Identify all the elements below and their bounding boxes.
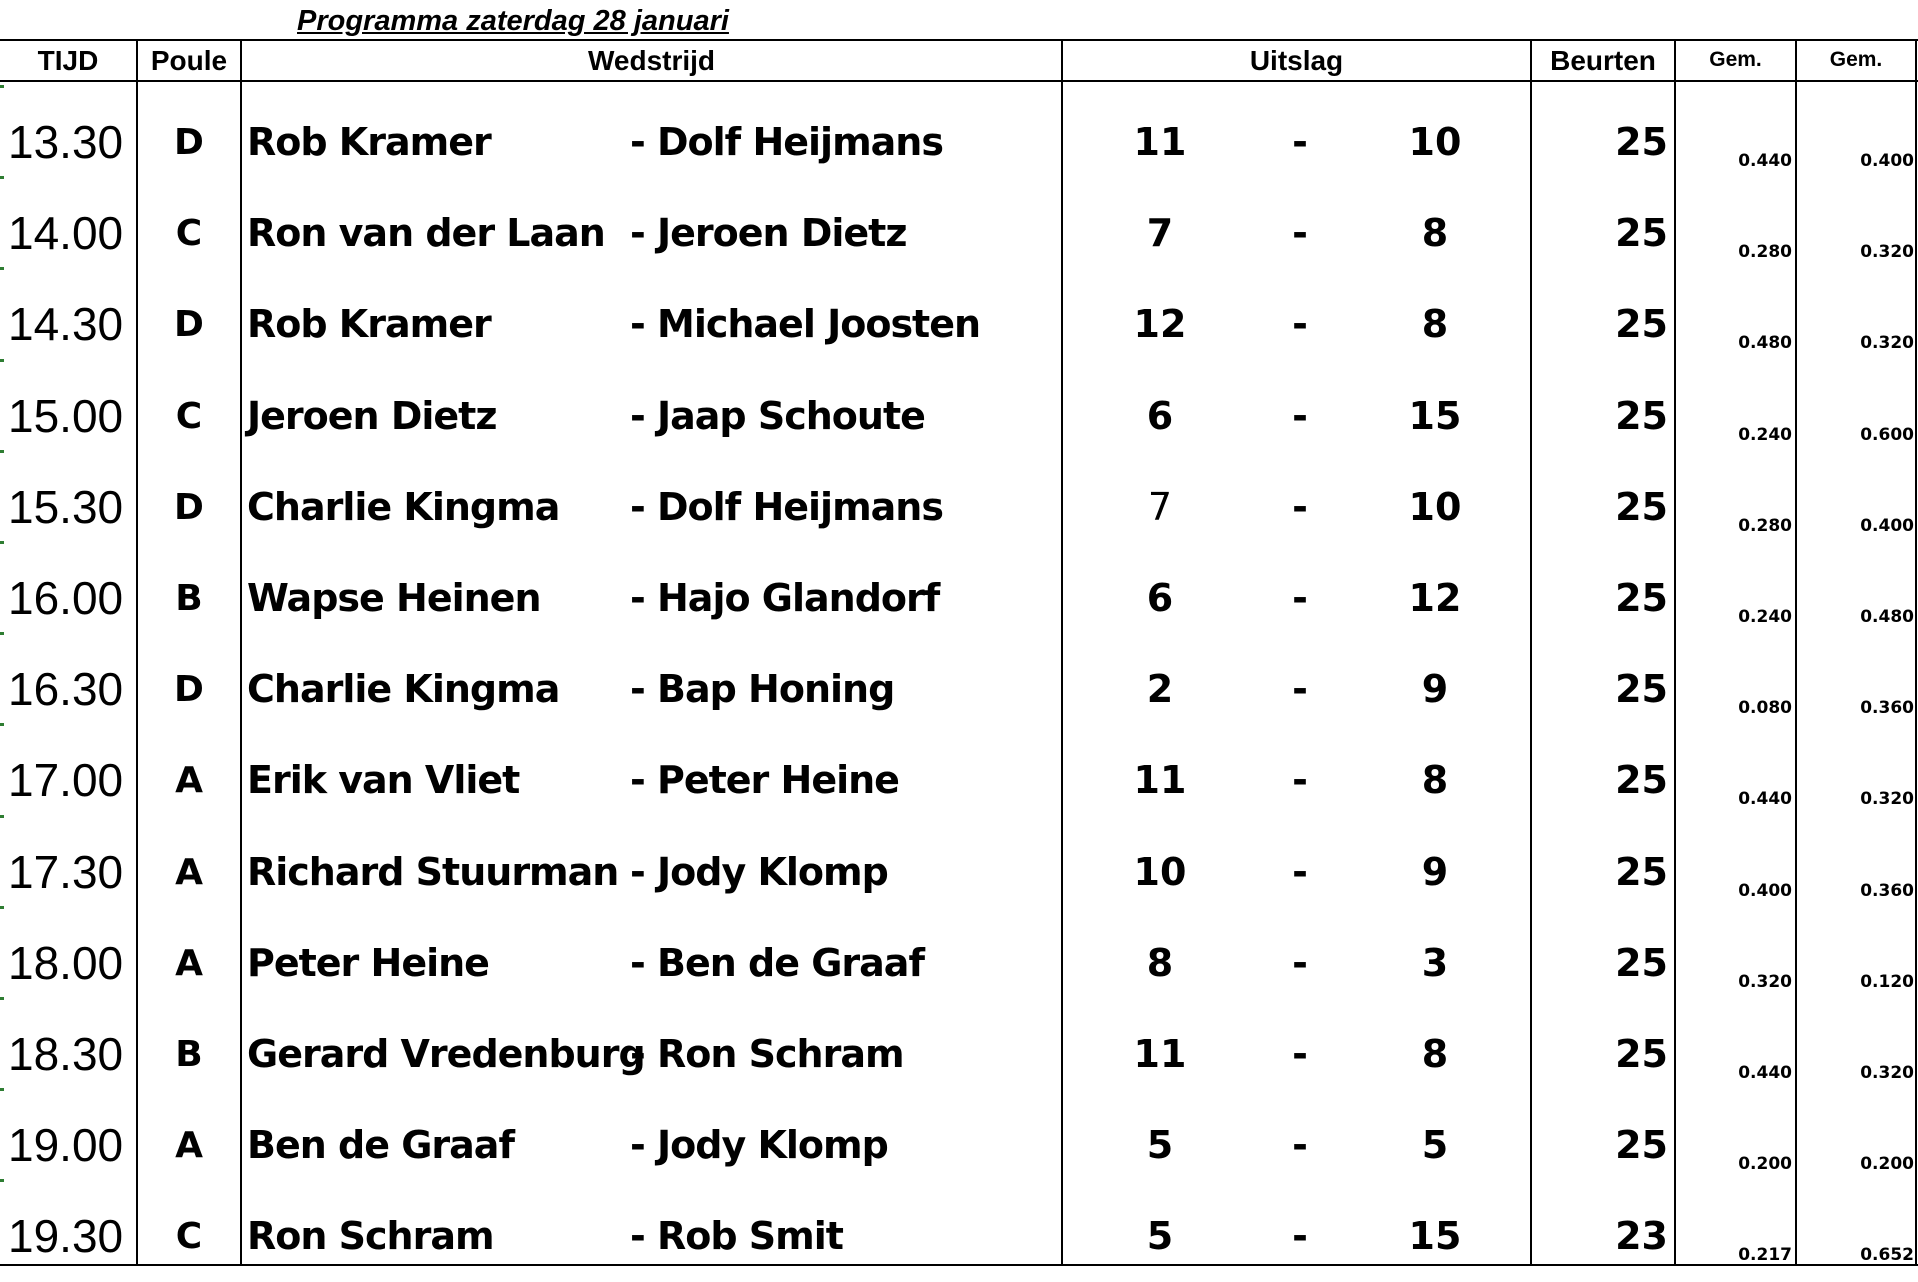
away-score: 5 bbox=[1421, 1123, 1449, 1167]
cell-comment-marker bbox=[0, 359, 4, 362]
score-separator: - bbox=[1292, 941, 1308, 985]
header-gem-2: Gem. bbox=[1829, 48, 1883, 71]
beurten-value: 25 bbox=[1615, 1032, 1668, 1076]
poule-code: A bbox=[175, 943, 203, 984]
home-player: Gerard Vredenburg bbox=[247, 1032, 645, 1076]
home-player: Wapse Heinen bbox=[247, 576, 541, 620]
match-time: 19.30 bbox=[8, 1210, 124, 1262]
away-score: 10 bbox=[1408, 485, 1462, 529]
home-player: Ron van der Laan bbox=[247, 211, 605, 255]
gem-home-value: 0.400 bbox=[1738, 881, 1792, 901]
score-separator: - bbox=[1292, 302, 1308, 346]
away-player: - Ron Schram bbox=[630, 1032, 904, 1076]
beurten-value: 25 bbox=[1615, 485, 1668, 529]
poule-code: C bbox=[175, 396, 203, 437]
cell-comment-marker bbox=[0, 541, 4, 544]
score-separator: - bbox=[1292, 576, 1308, 620]
match-time: 17.30 bbox=[8, 846, 124, 898]
gem-home-value: 0.280 bbox=[1738, 242, 1792, 262]
away-score: 8 bbox=[1421, 1032, 1449, 1076]
beurten-value: 25 bbox=[1615, 850, 1668, 894]
away-player: - Jeroen Dietz bbox=[630, 211, 907, 255]
score-separator: - bbox=[1292, 211, 1308, 255]
gem-away-value: 0.600 bbox=[1860, 425, 1914, 445]
home-score: 6 bbox=[1146, 576, 1174, 620]
away-player: - Jaap Schoute bbox=[630, 394, 925, 438]
cell-comment-marker bbox=[0, 723, 4, 726]
poule-code: A bbox=[175, 852, 203, 893]
away-player: - Dolf Heijmans bbox=[630, 485, 943, 529]
beurten-value: 25 bbox=[1615, 302, 1668, 346]
beurten-value: 25 bbox=[1615, 211, 1668, 255]
away-score: 3 bbox=[1421, 941, 1449, 985]
away-score: 10 bbox=[1408, 120, 1462, 164]
gem-home-value: 0.280 bbox=[1738, 516, 1792, 536]
home-player: Rob Kramer bbox=[247, 302, 491, 346]
home-score: 11 bbox=[1133, 120, 1187, 164]
table-row bbox=[0, 371, 1918, 462]
away-player: - Peter Heine bbox=[630, 758, 899, 802]
gem-home-value: 0.480 bbox=[1738, 333, 1792, 353]
header-wedstrijd: Wedstrijd bbox=[587, 45, 716, 76]
beurten-value: 25 bbox=[1615, 394, 1668, 438]
home-score: 2 bbox=[1146, 667, 1174, 711]
gem-away-value: 0.200 bbox=[1860, 1154, 1914, 1174]
cell-comment-marker bbox=[0, 906, 4, 909]
home-score: 11 bbox=[1133, 1032, 1187, 1076]
home-player: Richard Stuurman bbox=[247, 850, 619, 894]
gem-away-value: 0.360 bbox=[1860, 881, 1914, 901]
score-separator: - bbox=[1292, 758, 1308, 802]
poule-code: A bbox=[175, 1125, 203, 1166]
beurten-value: 25 bbox=[1615, 1123, 1668, 1167]
poule-code: C bbox=[175, 213, 203, 254]
gem-home-value: 0.240 bbox=[1738, 425, 1792, 445]
poule-code: D bbox=[174, 487, 204, 528]
gem-away-value: 0.320 bbox=[1860, 242, 1914, 262]
table-row bbox=[0, 188, 1918, 279]
cell-comment-marker bbox=[0, 1179, 4, 1182]
away-player: - Bap Honing bbox=[630, 667, 895, 711]
table-row bbox=[0, 735, 1918, 826]
gem-home-value: 0.320 bbox=[1738, 972, 1792, 992]
beurten-value: 25 bbox=[1615, 941, 1668, 985]
match-time: 19.00 bbox=[8, 1119, 124, 1171]
poule-code: A bbox=[175, 760, 203, 801]
home-score: 10 bbox=[1133, 850, 1187, 894]
away-score: 15 bbox=[1408, 1214, 1462, 1258]
beurten-value: 25 bbox=[1615, 758, 1668, 802]
match-time: 16.00 bbox=[8, 572, 124, 624]
match-time: 13.30 bbox=[8, 116, 124, 168]
away-player: - Dolf Heijmans bbox=[630, 120, 943, 164]
away-player: - Rob Smit bbox=[630, 1214, 843, 1258]
table-row bbox=[0, 462, 1918, 553]
gem-home-value: 0.200 bbox=[1738, 1154, 1792, 1174]
away-player: - Hajo Glandorf bbox=[630, 576, 940, 620]
header-poule: Poule bbox=[150, 45, 228, 76]
table-row bbox=[0, 918, 1918, 1009]
table-row bbox=[0, 644, 1918, 735]
score-separator: - bbox=[1292, 667, 1308, 711]
cell-comment-marker bbox=[0, 997, 4, 1000]
header-uitslag: Uitslag bbox=[1249, 45, 1344, 76]
poule-code: B bbox=[175, 578, 203, 619]
table-row bbox=[0, 279, 1918, 370]
home-player: Erik van Vliet bbox=[247, 758, 520, 802]
cell-comment-marker bbox=[0, 815, 4, 818]
gem-away-value: 0.400 bbox=[1860, 151, 1914, 171]
gem-home-value: 0.440 bbox=[1738, 151, 1792, 171]
gem-away-value: 0.652 bbox=[1860, 1245, 1914, 1265]
score-separator: - bbox=[1292, 1214, 1308, 1258]
gem-away-value: 0.320 bbox=[1860, 333, 1914, 353]
table-row bbox=[0, 827, 1918, 918]
away-score: 8 bbox=[1421, 211, 1449, 255]
beurten-value: 25 bbox=[1615, 120, 1668, 164]
home-score: 12 bbox=[1133, 302, 1187, 346]
table-row bbox=[0, 1191, 1918, 1282]
home-score: 7 bbox=[1147, 485, 1173, 529]
table-row bbox=[0, 1009, 1918, 1100]
home-player: Peter Heine bbox=[247, 941, 489, 985]
home-player: Ben de Graaf bbox=[247, 1123, 514, 1167]
match-time: 18.30 bbox=[8, 1028, 124, 1080]
away-score: 15 bbox=[1408, 394, 1462, 438]
cell-comment-marker bbox=[0, 267, 4, 270]
header-tijd: TIJD bbox=[37, 45, 99, 76]
match-time: 15.00 bbox=[8, 390, 124, 442]
away-score: 8 bbox=[1421, 758, 1449, 802]
cell-comment-marker bbox=[0, 450, 4, 453]
table-row bbox=[0, 553, 1918, 644]
home-score: 5 bbox=[1146, 1123, 1174, 1167]
away-player: - Jody Klomp bbox=[630, 850, 888, 894]
away-score: 9 bbox=[1421, 850, 1449, 894]
match-time: 17.00 bbox=[8, 754, 124, 806]
away-player: - Michael Joosten bbox=[630, 302, 981, 346]
poule-code: D bbox=[174, 122, 204, 163]
header-gem-1: Gem. bbox=[1709, 48, 1762, 71]
home-score: 5 bbox=[1146, 1214, 1174, 1258]
match-time: 15.30 bbox=[8, 481, 124, 533]
gem-home-value: 0.080 bbox=[1738, 698, 1792, 718]
poule-code: D bbox=[174, 304, 204, 345]
page-title: Programma zaterdag 28 januari bbox=[297, 5, 729, 37]
table-row bbox=[0, 1100, 1918, 1191]
score-separator: - bbox=[1292, 850, 1308, 894]
cell-comment-marker bbox=[0, 1088, 4, 1091]
gem-home-value: 0.217 bbox=[1738, 1245, 1792, 1265]
score-separator: - bbox=[1292, 1032, 1308, 1076]
home-player: Ron Schram bbox=[247, 1214, 494, 1258]
match-time: 18.00 bbox=[8, 937, 124, 989]
home-score: 8 bbox=[1146, 941, 1174, 985]
header-beurten: Beurten bbox=[1550, 45, 1656, 76]
home-player: Jeroen Dietz bbox=[247, 394, 497, 438]
gem-away-value: 0.480 bbox=[1860, 607, 1914, 627]
score-separator: - bbox=[1292, 1123, 1308, 1167]
gem-away-value: 0.320 bbox=[1860, 1063, 1914, 1083]
score-separator: - bbox=[1292, 394, 1308, 438]
beurten-value: 25 bbox=[1615, 576, 1668, 620]
match-time: 16.30 bbox=[8, 663, 124, 715]
home-player: Charlie Kingma bbox=[247, 667, 560, 711]
poule-code: D bbox=[174, 669, 204, 710]
cell-comment-marker bbox=[0, 632, 4, 635]
away-score: 9 bbox=[1421, 667, 1449, 711]
gem-home-value: 0.440 bbox=[1738, 1063, 1792, 1083]
gem-away-value: 0.400 bbox=[1860, 516, 1914, 536]
away-player: - Jody Klomp bbox=[630, 1123, 888, 1167]
poule-code: B bbox=[175, 1034, 203, 1075]
score-separator: - bbox=[1292, 485, 1308, 529]
cell-comment-marker bbox=[0, 85, 4, 88]
gem-away-value: 0.320 bbox=[1860, 789, 1914, 809]
home-score: 7 bbox=[1146, 211, 1174, 255]
gem-home-value: 0.240 bbox=[1738, 607, 1792, 627]
gem-away-value: 0.360 bbox=[1860, 698, 1914, 718]
cell-comment-marker bbox=[0, 176, 4, 179]
home-score: 6 bbox=[1146, 394, 1174, 438]
match-time: 14.00 bbox=[8, 207, 124, 259]
away-score: 12 bbox=[1408, 576, 1462, 620]
table-row bbox=[0, 97, 1918, 188]
poule-code: C bbox=[175, 1216, 203, 1257]
beurten-value: 25 bbox=[1615, 667, 1668, 711]
away-player: - Ben de Graaf bbox=[630, 941, 924, 985]
home-player: Charlie Kingma bbox=[247, 485, 560, 529]
gem-away-value: 0.120 bbox=[1860, 972, 1914, 992]
gem-home-value: 0.440 bbox=[1738, 789, 1792, 809]
home-player: Rob Kramer bbox=[247, 120, 491, 164]
away-score: 8 bbox=[1421, 302, 1449, 346]
match-time: 14.30 bbox=[8, 298, 124, 350]
beurten-value: 23 bbox=[1615, 1214, 1668, 1258]
home-score: 11 bbox=[1133, 758, 1187, 802]
score-separator: - bbox=[1292, 120, 1308, 164]
